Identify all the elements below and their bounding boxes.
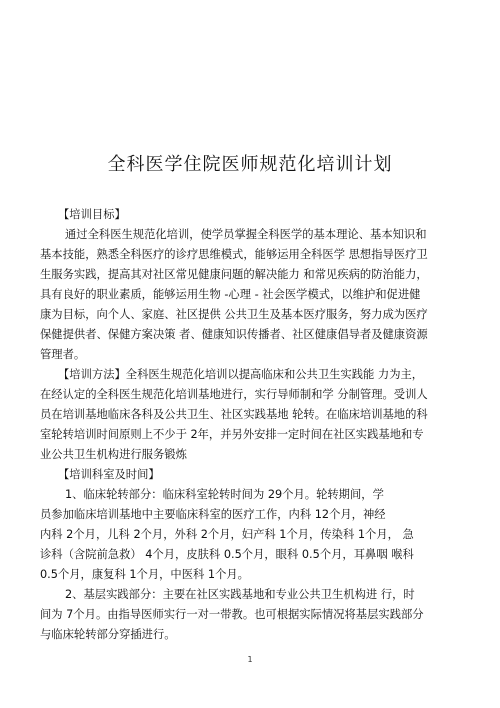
paragraph-line: 诊科（含院前急救） 4个月，皮肤科 0.5个月，眼科 0.5个月，耳鼻咽 喉科 <box>40 548 414 561</box>
paragraph-line: 基本技能，熟悉全科医疗的诊疗思维模式，能够运用全科医学 思想指导医疗卫 <box>40 248 428 261</box>
paragraph-line: 生服务实践，提高其对社区常见健康问题的解决能力 和常见疾病的防治能力， <box>40 268 428 281</box>
paragraph-line: 管理者。 <box>40 348 86 361</box>
paragraph-line: 业公共卫生机构进行服务锻炼 <box>40 448 187 461</box>
document-title: 全科医学住院医师规范化培训计划 <box>107 154 393 175</box>
paragraph-line: 2、基层实践部分：主要在社区实践基地和专业公共卫生机构进 行，时 <box>65 588 415 601</box>
paragraph-line: 1、临床轮转部分：临床科室轮转时间为 29个月。轮转期间，学 <box>65 488 384 501</box>
paragraph-line: 保健提供者、保健方案决策 者、健康知识传播者、社区健康倡导者及健康资源 <box>40 328 428 341</box>
paragraph-line: 在经认定的全科医生规范化培训基地进行，实行导师制和学 分制管理。受训人 <box>40 388 428 401</box>
section-heading-methods: 【培训方法】全科医生规范化培训以提高临床和公共卫生实践能 力为主， <box>58 368 424 381</box>
paragraph-line: 间为 7个月。由指导医师实行一对一带教。也可根据实际情况将基层实践部分 <box>40 608 424 621</box>
paragraph-line: 室轮转培训时间原则上不少于 2年，并另外安排一定时间在社区实践基地和专 <box>40 428 424 441</box>
paragraph-line: 0.5个月，康复科 1个月，中医科 1个月。 <box>40 568 249 581</box>
document-body <box>40 205 465 645</box>
paragraph-line: 康为目标，向个人、家庭、社区提供 公共卫生及基本医疗服务，努力成为医疗 <box>40 308 428 321</box>
page-number: 1 <box>247 655 253 664</box>
paragraph-line: 具有良好的职业素质，能够运用生物 -心理 - 社会医学模式，以维护和促进健 <box>40 288 421 301</box>
paragraph-line: 内科 2个月，儿科 2个月，外科 2个月，妇产科 1个月，传染科 1个月， 急 <box>40 528 414 541</box>
paragraph-line: 员参加临床培训基地中主要临床科室的医疗工作，内科 12个月，神经 <box>40 508 386 521</box>
section-heading-goals: 【培训目标】 <box>58 208 126 221</box>
paragraph-line: 通过全科医生规范化培训，使学员掌握全科医学的基本理论、基本知识和 <box>65 228 427 241</box>
section-heading-departments: 【培训科室及时间】 <box>58 468 160 481</box>
paragraph-line: 员在培训基地临床各科及公共卫生、社区实践基地 轮转。在临床培训基地的科 <box>40 408 428 421</box>
paragraph-line: 与临床轮转部分穿插进行。 <box>40 628 176 641</box>
